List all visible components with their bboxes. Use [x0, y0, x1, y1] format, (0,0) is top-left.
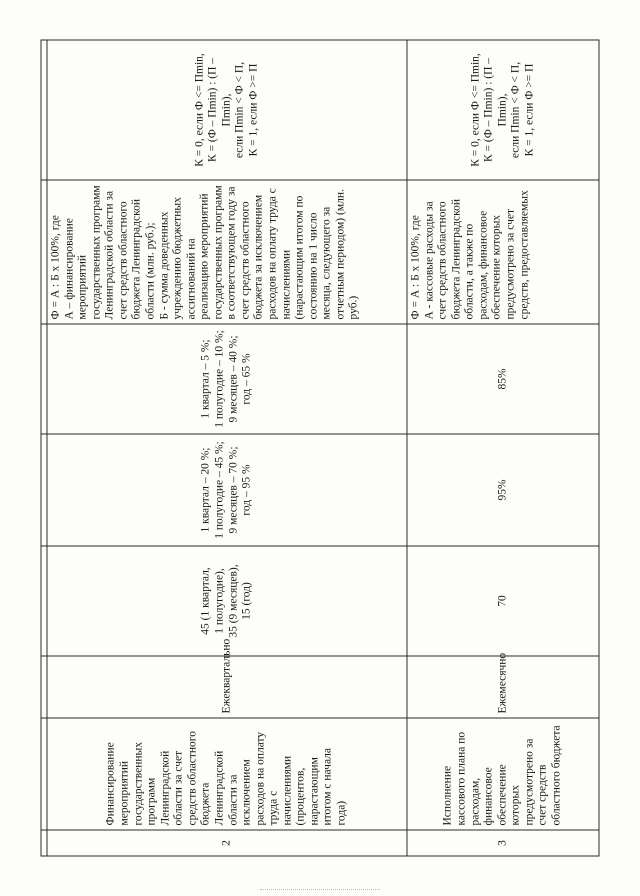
threshold-value: 1 квартал – 5 %; 1 полугодие – 10 %; 9 месяцев – 40 %; год – 65 % [47, 324, 407, 434]
coefficient-formula: К = 0, если Ф <= Пmin, К = (Ф – Пmin) : (П – Пmin), если Пmin < Ф < П, К = 1, если Ф >= П [47, 40, 407, 180]
weight-value: 45 (1 квартал, 1 полугодие), 35 (9 месяцев), 15 (год) [47, 546, 407, 656]
indicator-name: Исполнение кассового плана по расходам, финансовое обеспечение которых предусмотрено за счет средств областного бюджета [407, 718, 599, 830]
threshold-value: 85% [407, 324, 599, 434]
page-bottom-rule [260, 889, 380, 890]
formula-text: Ф = А : Б х 100%, где А - кассовые расходы за счет средств областного бюджета Ленинградской области, а также по расходам, финансовое обеспечение которых предусмотрено за счет средств, предоставляемых [407, 180, 599, 324]
table-row [47, 40, 407, 856]
indicator-name: Финансирование мероприятий государственных программ Ленинградской области за счет средств областного бюджета Ленинградской области за исключением расходов на оплату труда с начислениями (процентов, нарастающим итогом с начала года) [47, 718, 407, 830]
indicators-table [41, 40, 600, 857]
target-value: 95% [407, 434, 599, 546]
periodicity: Ежеквартально [47, 656, 407, 718]
formula-text: Ф = А : Б х 100%, где А – финансирование мероприятий государственных программ Ленинградской области за счет средств областного бюджета Ленинградской области (млн. руб.); Б - сумма доведенных учреждению бюджетных ассигнований на реализацию мероприятий государственных программ в соответствующем году за счет средств областного бюджета за исключением расходов на оплату труда с начислениями (нарастающим итогом по состоянию на 1 число месяца, следующего за отчетным периодом) (млн. руб.) [47, 180, 407, 324]
periodicity: Ежемесячно [407, 656, 599, 718]
row-number: 2 [47, 830, 407, 856]
target-value: 1 квартал – 20 %; 1 полугодие – 45 %; 9 месяцев – 70 %; год – 95 % [47, 434, 407, 546]
row-number: 3 [407, 830, 599, 856]
coefficient-formula: К = 0, если Ф <= Пmin, К = (Ф – Пmin) : (П – Пmin), если Пmin < Ф < П, К = 1, если Ф >= П [407, 40, 599, 180]
table-row [407, 40, 599, 856]
weight-value: 70 [407, 546, 599, 656]
